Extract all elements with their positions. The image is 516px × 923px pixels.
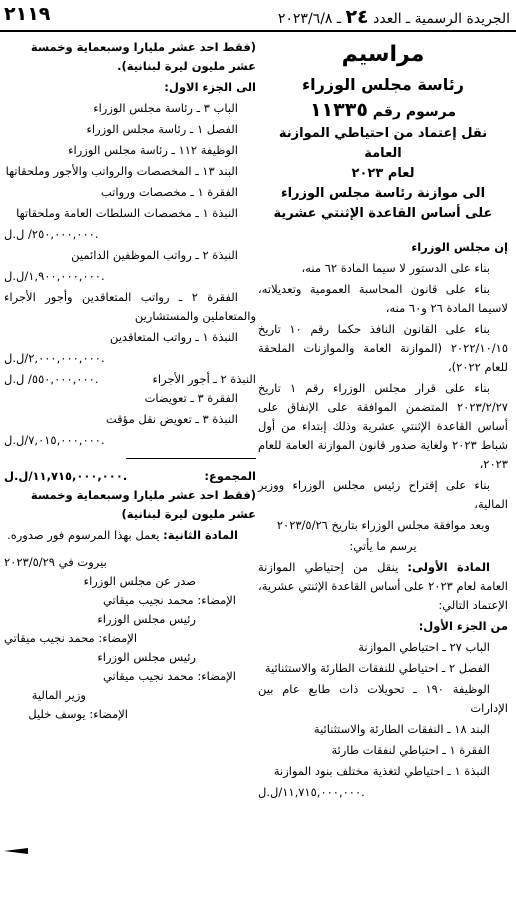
publication-line: [278, 6, 510, 28]
total-amount: ١١,٧١٥,٠٠٠,٠٠٠/ل.ل.: [4, 469, 128, 483]
target-paragraph-3: الفقرة ٣ ـ تعويضات: [144, 391, 238, 405]
right-column: [258, 38, 508, 804]
total-row: [4, 467, 256, 486]
source-item: البند ١٨ ـ النفقات الطارئة والاستثنائية: [313, 722, 490, 736]
decree-subject-2: لعام ٢٠٢٣: [351, 166, 415, 181]
signature-2: الإمضاء: محمد نجيب ميقاتي: [4, 631, 138, 645]
amount-in-words-top: (فقط احد عشر مليارا وسبعماية وخمسة عشر مليون ليرة لبنانية).: [30, 40, 256, 73]
decree-subject-1: نقل إعتماد من احتياطي الموازنة العامة: [278, 126, 488, 161]
decree-number-value: ١١٣٣٥: [309, 99, 368, 121]
decree-subject-3: الى موازنة رئاسة مجلس الوزراء: [280, 186, 486, 201]
decree-prefix: مرسوم رقم: [372, 104, 457, 120]
article-1-label: المادة الأولى:: [407, 560, 490, 574]
source-section: الفصل ٢ ـ احتياطي للنفقات الطارئة والاستثنائية: [264, 661, 490, 675]
target-subitem-4-row: [4, 370, 256, 389]
source-amount: ١١,٧١٥,٠٠٠,٠٠٠/ل.ل.: [258, 785, 365, 799]
place-date: بيروت في ٢٠٢٣/٥/٢٩: [4, 555, 107, 569]
pm-title-1: رئيس مجلس الوزراء: [97, 612, 196, 626]
header-rule: [0, 30, 516, 32]
issue-number: ٢٤: [345, 6, 369, 28]
amount-5: ٧,٠١٥,٠٠٠,٠٠٠/ل.ل.: [4, 433, 105, 447]
decree-subject-4: على أساس القاعدة الإثنتي عشرية: [273, 206, 493, 221]
target-subitem-2: النبذة ٢ ـ رواتب الموظفين الدائمين: [71, 248, 238, 262]
article-2: [4, 526, 256, 545]
section-title: مراسيم: [341, 42, 425, 67]
article-2-label: المادة الثانية:: [163, 528, 238, 542]
signature-4: الإمضاء: يوسف خليل: [28, 707, 128, 721]
amount-1: ٢٥٠,٠٠٠,٠٠٠/ ل.ل.: [4, 227, 99, 241]
total-separator: [126, 458, 256, 459]
page-number: ٢١١٩: [4, 3, 51, 25]
decree-number: [258, 98, 508, 124]
target-paragraph-1: الفقرة ١ ـ مخصصات ورواتب: [100, 185, 238, 199]
article-1-text: ينقل من إحتياطي الموازنة العامة لعام ٢٠٢٣ على أساس القاعدة الإثنتي عشرية، الإعتماد التالي:: [258, 560, 508, 612]
target-chapter: الباب ٣ ـ رئاسة مجلس الوزراء: [93, 101, 238, 115]
target-subitem-5: النبذة ٣ ـ تعويض نقل مؤقت: [105, 412, 238, 426]
source-function: الوظيفة ١٩٠ ـ تحويلات ذات طابع عام بين الإدارات: [258, 682, 508, 715]
to-part: الى الجزء الاول:: [164, 80, 256, 94]
amount-2: ١,٩٠٠,٠٠٠,٠٠٠/ل.ل.: [4, 269, 105, 283]
from-part: من الجزء الأول:: [418, 619, 508, 633]
preamble-2: بناء على قانون المحاسبة العمومية وتعديلاته، لاسيما المادة ٢٦ و٦٠ منه،: [258, 282, 508, 315]
target-subitem-3: النبذة ١ ـ رواتب المتعاقدين: [109, 330, 238, 344]
target-function: الوظيفة ١١٢ ـ رئاسة مجلس الوزراء: [68, 143, 238, 157]
article-2-text: يعمل بهذا المرسوم فور صدوره.: [7, 528, 160, 542]
article-1: [258, 558, 508, 615]
preamble-5: بناء على إقتراح رئيس مجلس الوزراء ووزير المالية،: [258, 478, 508, 511]
target-subitem-4: النبذة ٢ ـ أجور الأجراء: [152, 372, 256, 386]
amount-4: ٥٥٠,٠٠٠,٠٠٠/ ل.ل.: [4, 372, 99, 386]
finance-minister-title: وزير المالية: [31, 688, 86, 702]
decrees-line: يرسم ما يأتي:: [349, 539, 417, 553]
authority-heading: رئاسة مجلس الوزراء: [302, 75, 464, 94]
preamble-3: بناء على القانون النافذ حكما رقم ١٠ تاريخ ٢٠٢٢/١٠/١٥ (الموازنة العامة والموازنات الملحقة للعام ٢٠٢٢)،: [258, 322, 508, 374]
total-label: المجموع:: [204, 469, 256, 483]
publication-name: الجريدة الرسمية ـ العدد: [373, 11, 510, 27]
signature-block: [4, 553, 256, 724]
signature-3: الإمضاء: محمد نجيب ميقاتي: [102, 669, 236, 683]
signature-1: الإمضاء: محمد نجيب ميقاتي: [102, 593, 236, 607]
source-subitem: النبذة ١ ـ احتياطي لتغذية مختلف بنود الموازنة: [273, 764, 490, 778]
preamble-6: وبعد موافقة مجلس الوزراء بتاريخ ٢٠٢٣/٥/٢٦: [276, 518, 490, 532]
target-item: البند ١٣ ـ المخصصات والرواتب والأجور وملحقاتها: [5, 164, 238, 178]
preamble-4: بناء على قرار مجلس الوزراء رقم ١ تاريخ ٢٠٢٣/٢/٢٧ المتضمن الموافقة على الإنفاق على أساس القاعدة الإثنتي عشرية وذلك إبتداء من أول شباط ٢٠٢٣ ولغاية صدور قانون الموازنة العامة للعام ٢٠٢٣،: [258, 381, 508, 471]
preamble-1: بناء على الدستور لا سيما المادة ٦٢ منه،: [301, 261, 490, 275]
amount-3: ٢,٠٠٠,٠٠٠,٠٠٠/ل.ل.: [4, 351, 105, 365]
target-section: الفصل ١ ـ رئاسة مجلس الوزراء: [86, 122, 238, 136]
source-paragraph: الفقرة ١ ـ احتياطي لنفقات طارئة: [331, 743, 490, 757]
source-chapter: الباب ٢٧ ـ احتياطي الموازنة: [358, 640, 490, 654]
pm-title-2: رئيس مجلس الوزراء: [97, 650, 196, 664]
amount-in-words-bottom: (فقط احد عشر مليارا وسبعماية وخمسة عشر مليون ليرة لبنانية): [30, 488, 256, 521]
target-paragraph-2: الفقرة ٢ ـ رواتب المتعاقدين وأجور الأجراء والمتعاملين والمستشارين: [4, 290, 256, 323]
page-header: [0, 0, 516, 26]
issue-date: ـ ٢٠٢٣/٦/٨: [277, 11, 341, 27]
addressee: إن مجلس الوزراء: [411, 240, 508, 254]
target-subitem-1: النبذة ١ ـ مخصصات السلطات العامة وملحقاتها: [16, 206, 238, 220]
issued-by: صدر عن مجلس الوزراء: [83, 574, 196, 588]
left-column: [4, 38, 256, 724]
end-of-article-mark: [4, 848, 28, 854]
